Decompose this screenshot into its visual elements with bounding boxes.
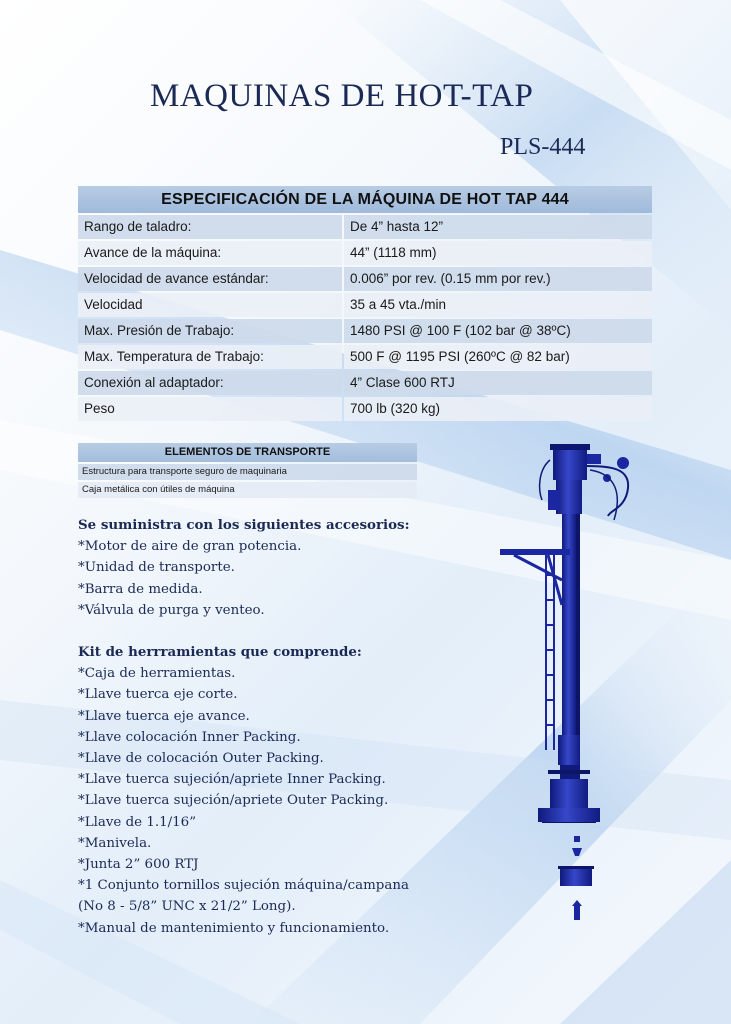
transport-elements-table — [78, 443, 417, 498]
spec-row — [78, 267, 652, 291]
list-item: *Llave colocación Inner Packing. — [78, 729, 301, 745]
spec-label: Peso — [78, 397, 342, 421]
spec-label: Max. Temperatura de Trabajo: — [78, 345, 342, 369]
list-item: *Unidad de transporte. — [78, 560, 235, 576]
list-item: *Manivela. — [78, 835, 152, 851]
list-item: *Válvula de purga y venteo. — [78, 602, 265, 618]
page-title: MAQUINAS DE HOT-TAP — [150, 78, 534, 114]
spec-label: Max. Presión de Trabajo: — [78, 319, 342, 343]
spec-value: 44” (1118 mm) — [344, 241, 652, 265]
specification-table-title: ESPECIFICACIÓN DE LA MÁQUINA DE HOT TAP 444 — [78, 186, 652, 213]
spec-value: 0.006” por rev. (0.15 mm por rev.) — [344, 267, 652, 291]
list-item: *Motor de aire de gran potencia. — [78, 539, 302, 555]
spec-value: 1480 PSI @ 100 F (102 bar @ 38ºC) — [344, 319, 652, 343]
model-code: PLS-444 — [500, 134, 586, 160]
hot-tap-machine-illustration — [490, 430, 650, 930]
spec-row — [78, 319, 652, 343]
transport-row: Caja metálica con útiles de máquina — [78, 482, 417, 498]
spec-row — [78, 293, 652, 317]
list-item: *Manual de mantenimiento y funcionamiento. — [78, 920, 390, 936]
spec-label: Conexión al adaptador: — [78, 371, 342, 395]
list-item: *1 Conjunto tornillos sujeción máquina/campana — [78, 878, 409, 894]
spec-label: Rango de taladro: — [78, 215, 342, 239]
list-item: *Llave tuerca eje avance. — [78, 708, 250, 724]
spec-label: Avance de la máquina: — [78, 241, 342, 265]
spec-value: 4” Clase 600 RTJ — [344, 371, 652, 395]
list-item: *Barra de medida. — [78, 581, 203, 597]
list-item: *Llave tuerca sujeción/apriete Inner Packing. — [78, 772, 386, 788]
spec-value: 500 F @ 1195 PSI (260ºC @ 82 bar) — [344, 345, 652, 369]
spec-row — [78, 397, 652, 421]
transport-row: Estructura para transporte seguro de maquinaria — [78, 464, 417, 480]
accessory-lists — [78, 515, 488, 939]
list-item: *Llave de colocación Outer Packing. — [78, 751, 324, 767]
list-item: *Junta 2” 600 RTJ — [78, 857, 199, 873]
specification-table — [78, 186, 652, 421]
list-item: *Caja de herramientas. — [78, 666, 236, 682]
list-item: (No 8 - 5/8” UNC x 21/2” Long). — [78, 899, 296, 915]
list-item: *Llave tuerca eje corte. — [78, 687, 238, 703]
spec-value: De 4” hasta 12” — [344, 215, 652, 239]
spec-label: Velocidad — [78, 293, 342, 317]
spec-value: 35 a 45 vta./min — [344, 293, 652, 317]
list-item: *Llave tuerca sujeción/apriete Outer Packing. — [78, 793, 389, 809]
spec-row — [78, 215, 652, 239]
spacer — [78, 621, 488, 642]
spec-label: Velocidad de avance estándar: — [78, 267, 342, 291]
spec-row — [78, 345, 652, 369]
spec-value: 700 lb (320 kg) — [344, 397, 652, 421]
spec-row — [78, 371, 652, 395]
spec-row — [78, 241, 652, 265]
list-item: *Llave de 1.1/16” — [78, 814, 197, 830]
transport-elements-title: ELEMENTOS DE TRANSPORTE — [78, 443, 417, 462]
accessories-heading: Se suministra con los siguientes accesorios: — [78, 517, 410, 533]
tool-kit-heading: Kit de herrramientas que comprende: — [78, 644, 362, 661]
